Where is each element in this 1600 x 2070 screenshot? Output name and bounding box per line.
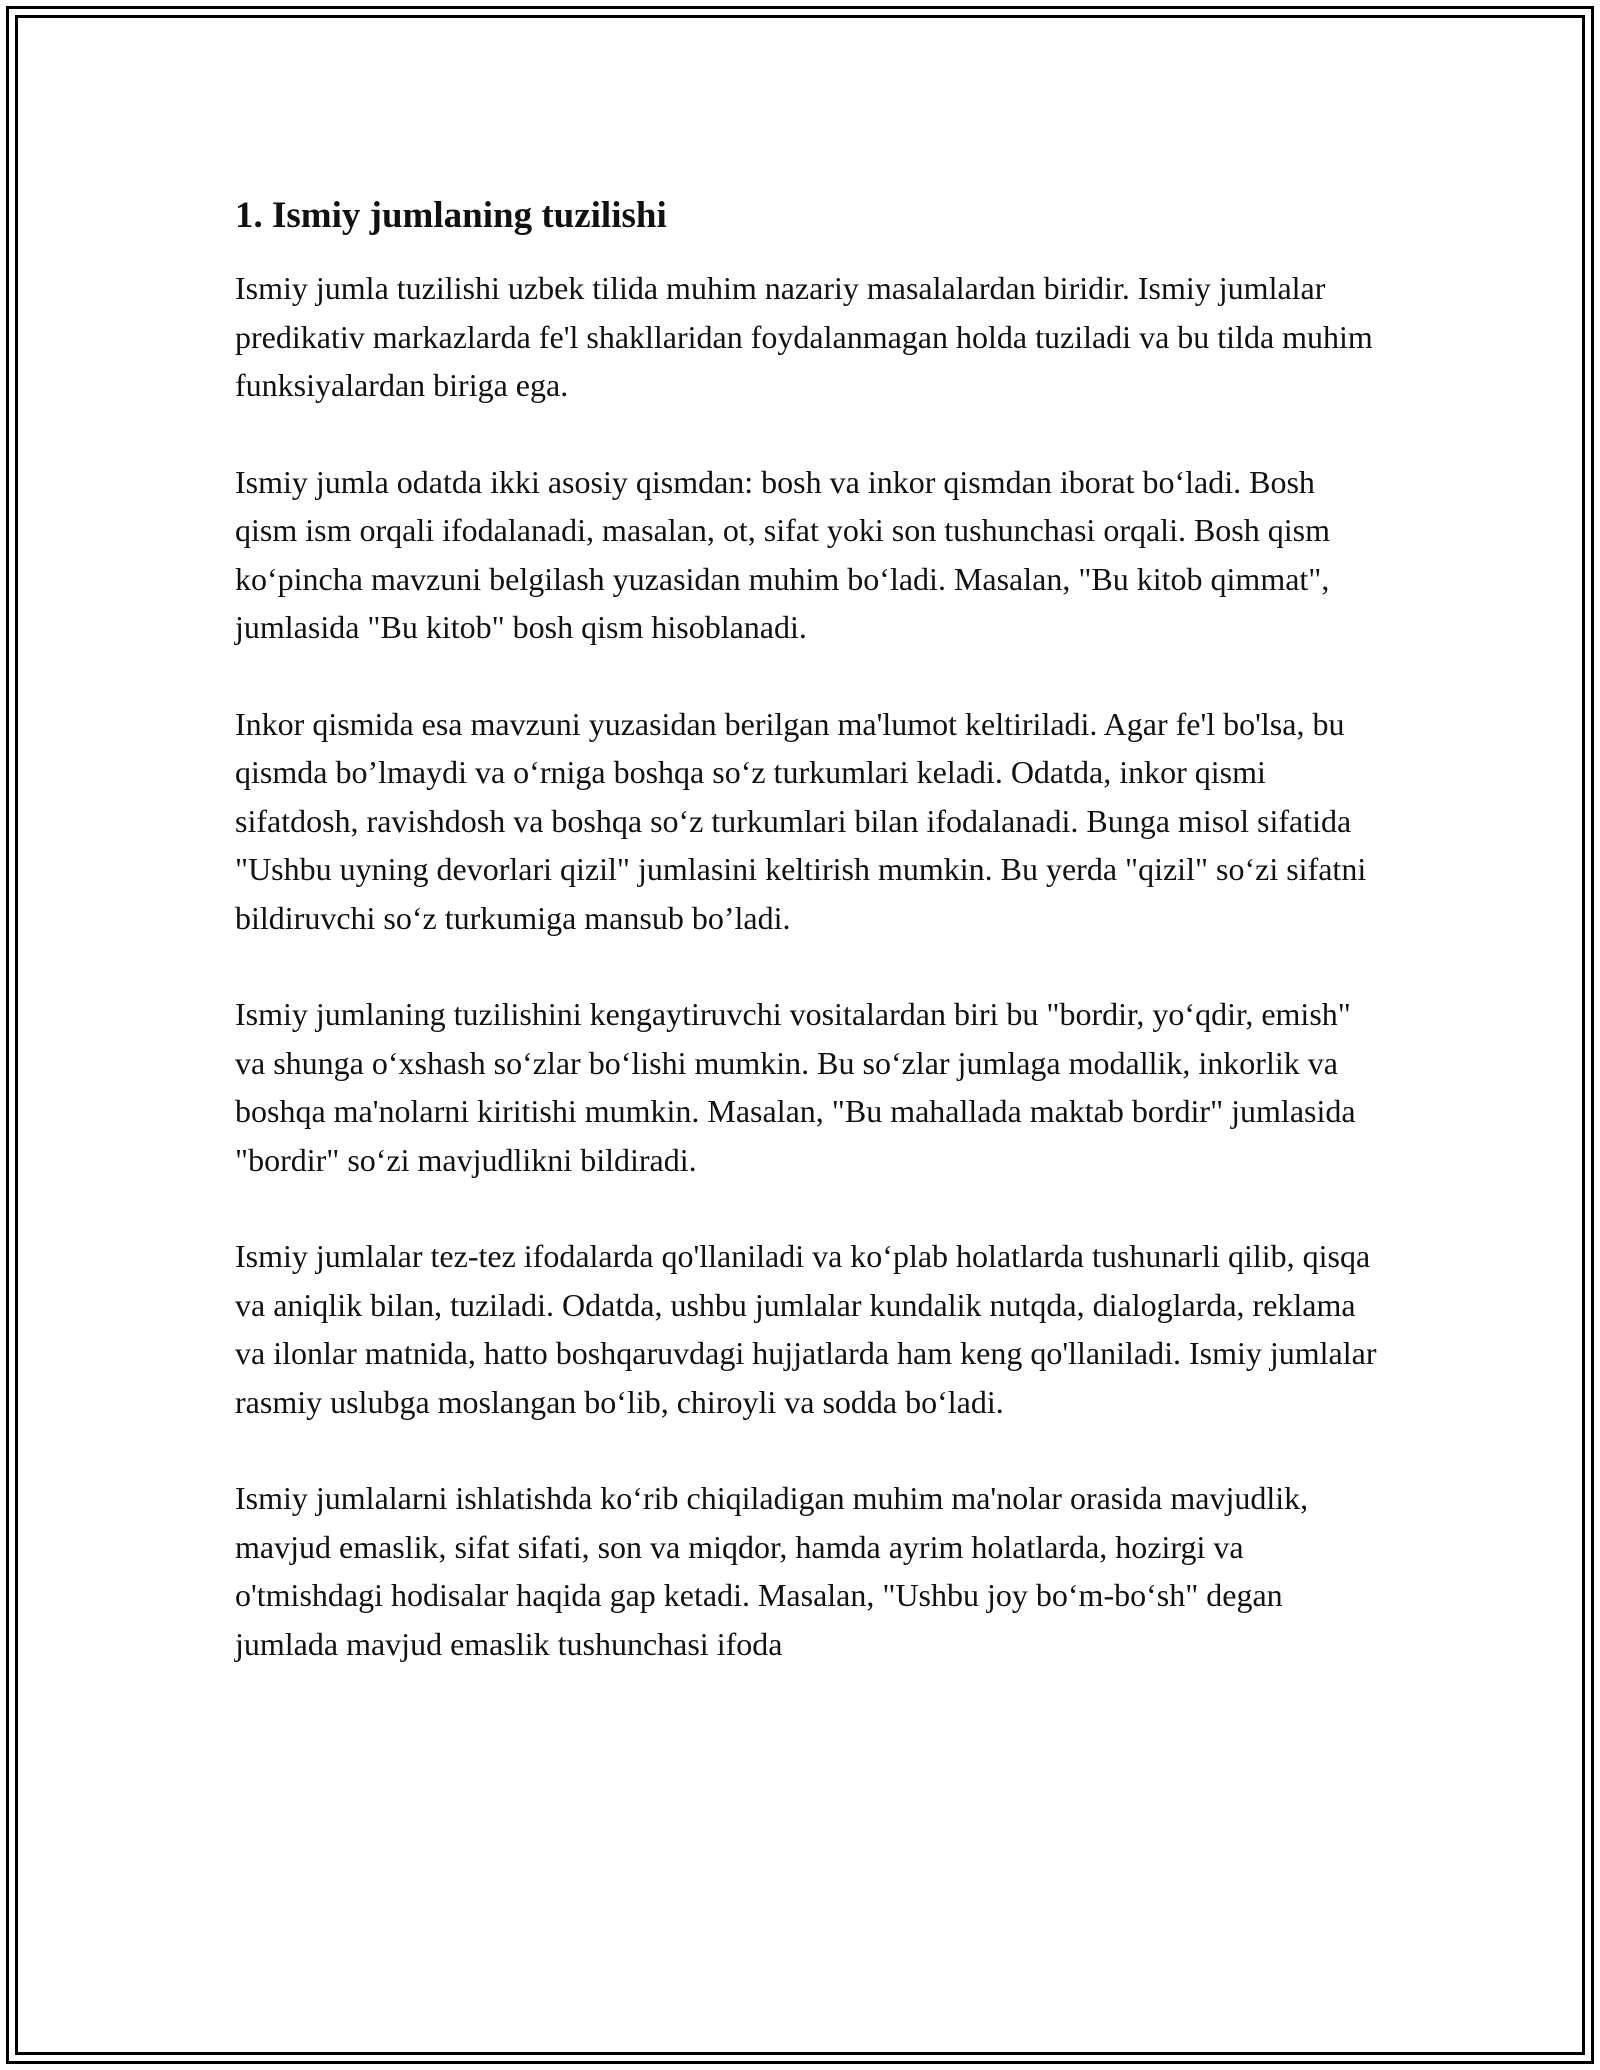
section-heading: 1. Ismiy jumlaning tuzilishi [235,195,667,236]
paragraph-3: Inkor qismida esa mavzuni yuzasidan berilgan ma'lumot keltiriladi. Agar fe'l bo'lsa, bu qismda bo’lmaydi va o‘rniga boshqa so‘z turkumlari keladi. Odatda, inkor qismi sifatdosh, ravishdosh va boshqa so‘z turkumlari bilan ifodalanadi. Bunga misol sifatida "Ushbu uyning devorlari qizil" jumlasini keltirish mumkin. Bu yerda "qizil" so‘zi sifatni bildiruvchi so‘z turkumiga mansub bo’ladi. [235,705,1367,936]
paragraph-1: Ismiy jumla tuzilishi uzbek tilida muhim nazariy masalalardan biridir. Ismiy jumlalar predikativ markazlarda fe'l shakllaridan foydalanmagan holda tuziladi va bu tilda muhim funksiyalardan biriga ega. [235,270,1373,403]
paragraph-2: Ismiy jumla odatda ikki asosiy qismdan: bosh va inkor qismdan iborat bo‘ladi. Bosh qism ism orqali ifodalanadi, masalan, ot, sifat yoki son tushunchasi orqali. Bosh qism ko‘pincha mavzuni belgilash yuzasidan muhim bo‘ladi. Masalan, "Bu kitob qimmat", jumlasida "Bu kitob" bosh qism hisoblanadi. [235,463,1330,645]
paragraph-6: Ismiy jumlalarni ishlatishda ko‘rib chiqiladigan muhim ma'nolar orasida mavjudlik, mavjud emaslik, sifat sifati, son va miqdor, hamda ayrim holatlarda, hozirgi va o'tmishdagi hodisalar haqida gap ketadi. Masalan, "Ushbu joy bo‘m-bo‘sh" degan jumlada mavjud emaslik tushunchasi ifoda [235,1480,1309,1662]
paragraph-5: Ismiy jumlalar tez-tez ifodalarda qo'llaniladi va ko‘plab holatlarda tushunarli qilib, qisqa va aniqlik bilan, tuziladi. Odatda, ushbu jumlalar kundalik nutqda, dialoglarda, reklama va ilonlar matnida, hatto boshqaruvdagi hujjatlarda ham keng qo'llaniladi. Ismiy jumlalar rasmiy uslubga moslangan bo‘lib, chiroyli va sodda bo‘ladi. [235,1238,1377,1420]
paragraph-4: Ismiy jumlaning tuzilishini kengaytiruvchi vositalardan biri bu "bordir, yo‘qdir, emish" va shunga o‘xshash so‘zlar bo‘lishi mumkin. Bu so‘zlar jumlaga modallik, inkorlik va boshqa ma'nolarni kiritishi mumkin. Masalan, "Bu mahallada maktab bordir" jumlasida "bordir" so‘zi mavjudlikni bildiradi. [235,996,1356,1178]
document-body [235,190,1385,1716]
